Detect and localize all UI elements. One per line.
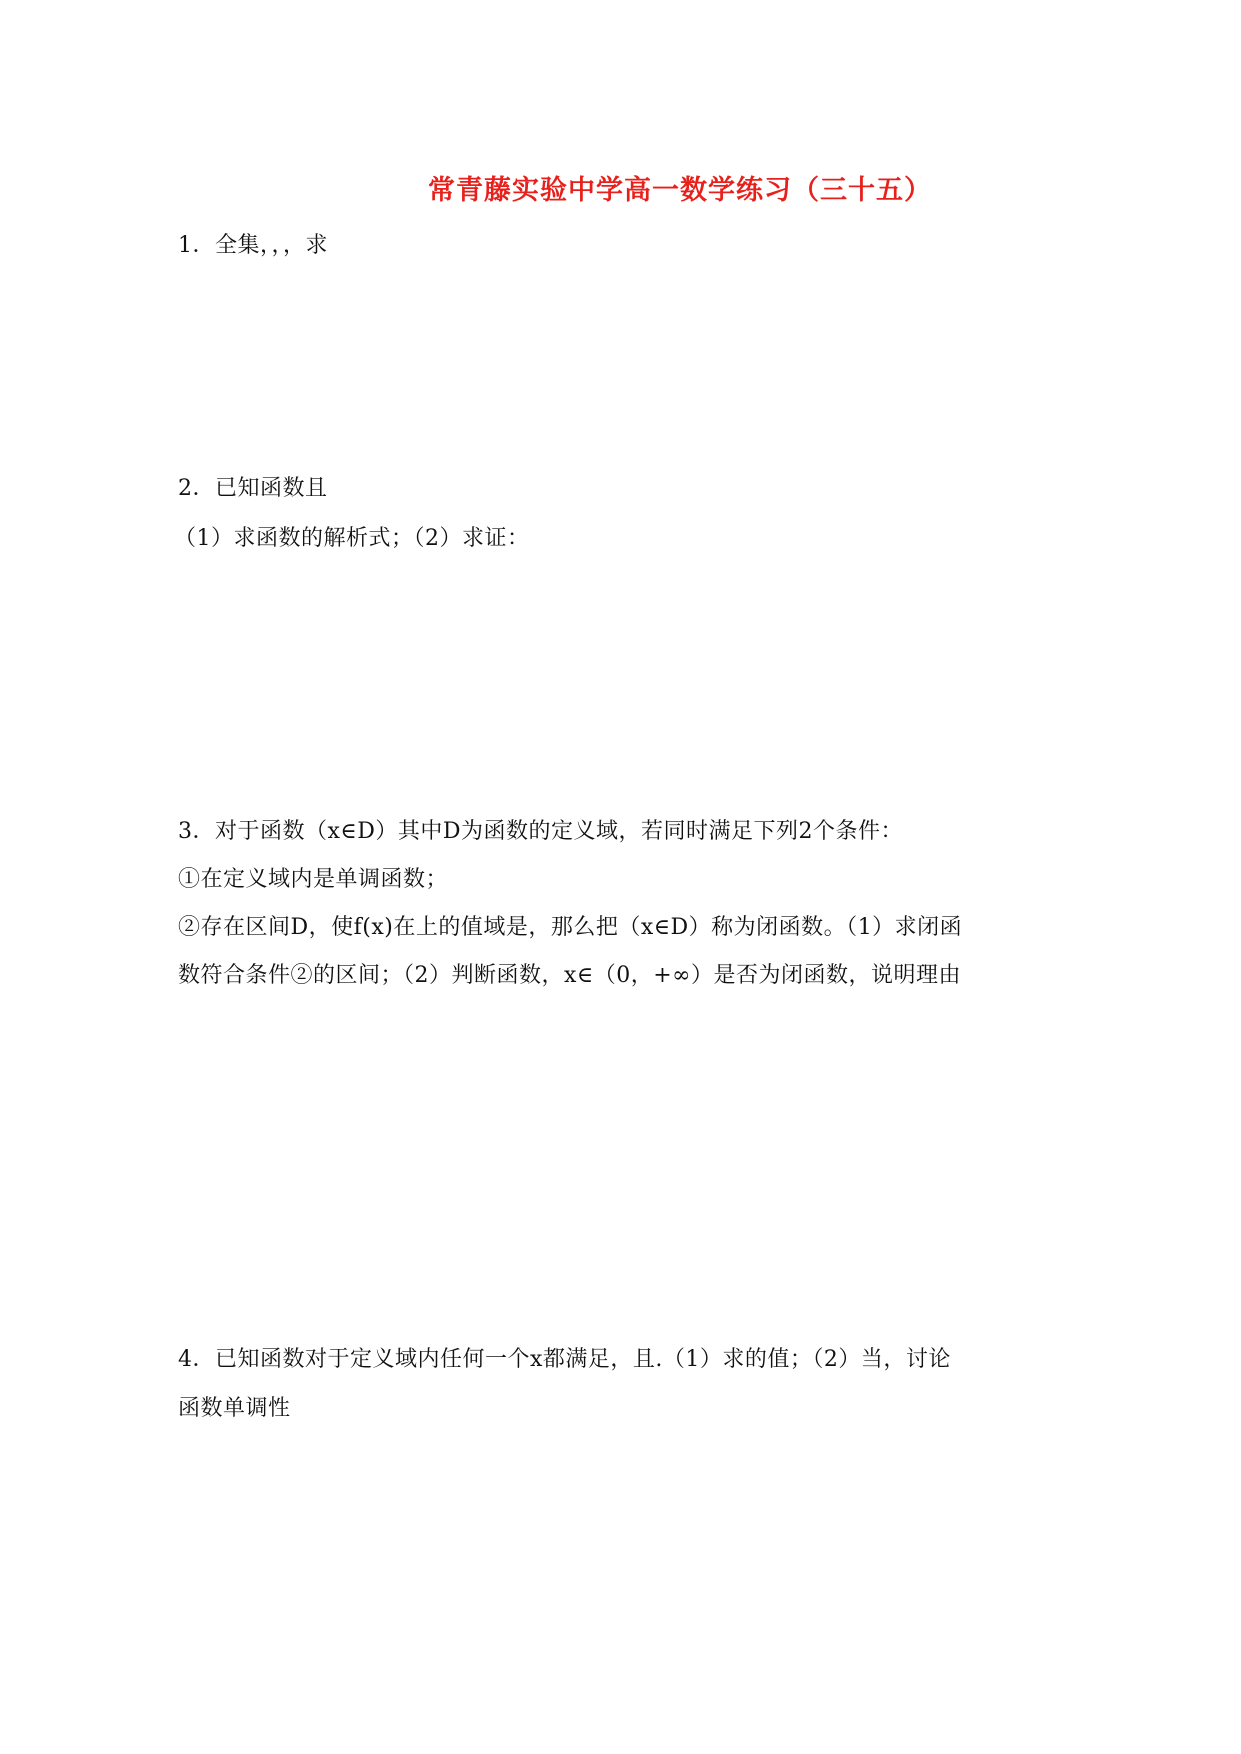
- question-3-line-3: ②存在区间D，使f(x)在上的值域是，那么把（x∈D）称为闭函数。（1）求闭函: [178, 915, 963, 940]
- question-4-line-2: 函数单调性: [178, 1396, 291, 1421]
- question-3-line-1: 3．对于函数（x∈D）其中D为函数的定义域，若同时满足下列2个条件：: [178, 819, 903, 844]
- page-title: 常青藤实验中学高一数学练习（三十五）: [428, 175, 932, 206]
- question-1-line-1: 1．全集，，，求: [178, 233, 328, 258]
- question-3-line-2: ①在定义域内是单调函数；: [178, 867, 449, 892]
- question-4-line-1: 4．已知函数对于定义域内任何一个x都满足，且.（1）求的值；（2）当，讨论: [178, 1347, 951, 1372]
- question-3-line-4: 数符合条件②的区间；（2）判断函数，x∈（0，+∞）是否为闭函数，说明理由: [178, 963, 961, 988]
- question-2-line-1: 2．已知函数且: [178, 476, 328, 501]
- question-2-line-2: （1）求函数的解析式；（2）求证：: [174, 526, 530, 551]
